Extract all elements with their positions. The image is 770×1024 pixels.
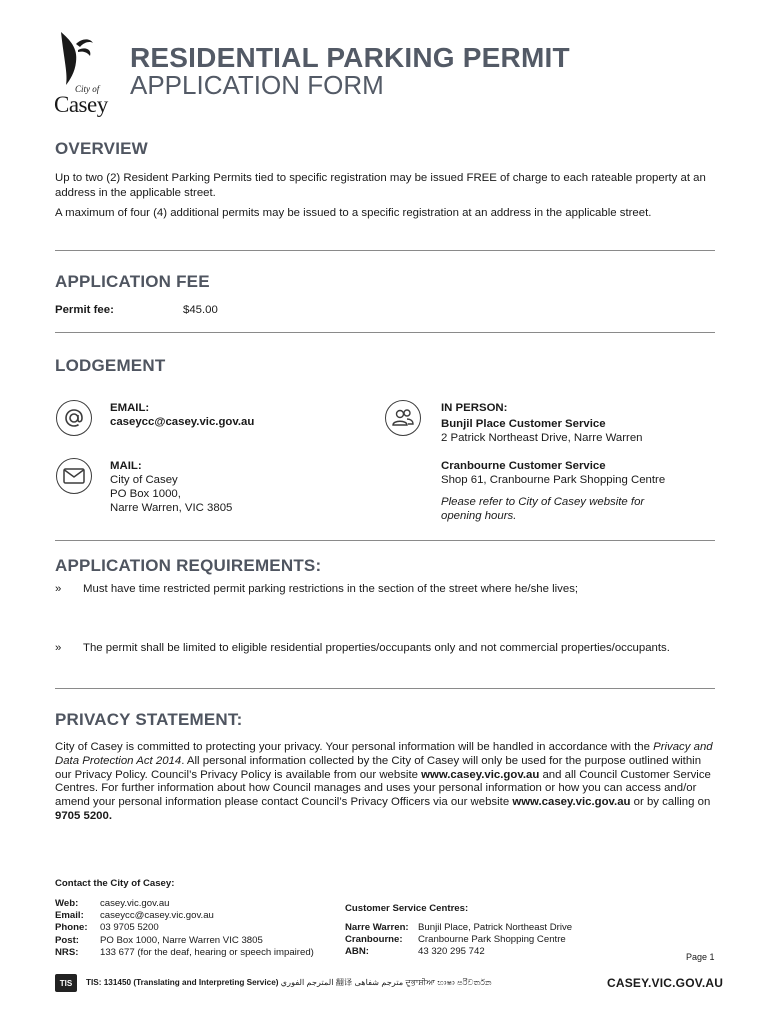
opening-hours-note-line-2: opening hours. (441, 510, 517, 522)
logo-leaf-icon (56, 30, 96, 86)
lodgement-heading: LODGEMENT (55, 356, 166, 375)
tis-text: 131450 (Translating and Interpreting Service) (101, 978, 281, 987)
contact-row (55, 935, 314, 947)
privacy-text: City of Casey is committed to protecting your privacy. Your personal information will be handled in accordance with the (55, 741, 654, 753)
page-title: RESIDENTIAL PARKING PERMIT (130, 42, 570, 73)
centre-2-name: Cranbourne Customer Service (441, 460, 606, 472)
centre-value: Cranbourne Park Shopping Centre (418, 934, 566, 946)
centre-row (345, 946, 572, 958)
footer-website[interactable]: CASEY.VIC.GOV.AU (607, 976, 724, 990)
tis-label: TIS: (86, 978, 102, 987)
contact-value: 03 9705 5200 (100, 922, 159, 934)
logo-city-of: City of (75, 84, 100, 94)
requirements-heading: APPLICATION REQUIREMENTS: (55, 556, 322, 575)
centre-key: Cranbourne: (345, 934, 403, 946)
divider (55, 332, 715, 333)
application-fee-heading: APPLICATION FEE (55, 272, 210, 291)
requirement-text-1: Must have time restricted permit parking restrictions in the section of the street where he/she lives; (83, 583, 579, 595)
centre-key: ABN: (345, 946, 369, 958)
requirement-text-2: The permit shall be limited to eligible residential properties/occupants only and not commercial properties/occupants. (83, 642, 670, 654)
contact-row (55, 910, 314, 922)
centre-2-address: Shop 61, Cranbourne Park Shopping Centre (441, 474, 666, 486)
phone-number: 9705 5200. (55, 809, 113, 822)
centre-value: Bunjil Place, Patrick Northeast Drive (418, 922, 573, 933)
contact-row (55, 898, 314, 910)
privacy-text: . All personal information collected by the City of Casey will only be used for the purpose outlined within our Privacy Policy. Council’s Privacy Policy is available from our website (55, 754, 702, 781)
contact-list (55, 898, 314, 959)
contact-row (55, 922, 314, 934)
customer-service-list (345, 922, 572, 959)
page-subtitle: APPLICATION FORM (130, 70, 384, 100)
contact-value: PO Box 1000, Narre Warren VIC 3805 (100, 934, 263, 946)
in-person-label: IN PERSON: (441, 402, 508, 414)
tis-line (86, 977, 492, 988)
centre-value: 43 320 295 742 (418, 946, 485, 958)
lodgement-email (110, 401, 254, 429)
mail-line-3: Narre Warren, VIC 3805 (110, 502, 233, 514)
contact-key: Post: (55, 934, 79, 946)
centre-key: Narre Warren: (345, 922, 409, 933)
city-of-casey-logo (54, 30, 116, 122)
privacy-heading: PRIVACY STATEMENT: (55, 710, 243, 729)
bullet: » (55, 642, 62, 654)
tis-languages: المترجم الفوري 翻译 مترجم شفاهی ਦੁਭਾਸ਼ੀਆ භාෂා පරිවර්තන (280, 978, 492, 987)
contact-key: Phone: (55, 922, 88, 934)
opening-hours-note-line-1: Please refer to City of Casey website for (441, 496, 645, 508)
permit-fee-value: $45.00 (183, 304, 218, 316)
website-link[interactable]: www.casey.vic.gov.au (512, 796, 631, 809)
centre-row (345, 922, 572, 934)
privacy-act-name: Privacy and Data Protection Act 2014 (55, 741, 713, 767)
contact-heading: Contact the City of Casey: (55, 878, 175, 889)
contact-key: Email: (55, 910, 84, 922)
overview-paragraph-2: A maximum of four (4) additional permits may be issued to a specific registration at an address in the applicable street. (55, 207, 652, 219)
email-address[interactable]: caseycc@casey.vic.gov.au (110, 416, 255, 428)
divider (55, 688, 715, 689)
contact-value: 133 677 (for the deaf, hearing or speech impaired) (100, 946, 314, 958)
privacy-text: or by calling on (630, 796, 711, 809)
lodgement-in-person (441, 401, 665, 523)
divider (55, 250, 715, 251)
contact-row (55, 947, 314, 959)
centre-1-address: 2 Patrick Northeast Drive, Narre Warren (441, 432, 643, 444)
centre-row (345, 934, 572, 946)
bullet: » (55, 583, 62, 595)
people-group-icon (385, 400, 421, 436)
logo-casey: Casey (54, 92, 108, 117)
divider (55, 540, 715, 541)
mail-line-1: City of Casey (110, 474, 178, 486)
website-link[interactable]: www.casey.vic.gov.au (421, 768, 540, 781)
at-sign-icon (56, 400, 92, 436)
centre-1-name: Bunjil Place Customer Service (441, 418, 606, 430)
overview-paragraph-1: Up to two (2) Resident Parking Permits tied to specific registration may be issued FREE of charge to each rateable property at an address in the applicable street. (55, 172, 706, 199)
contact-key: NRS: (55, 946, 79, 958)
page-number: Page 1 (686, 952, 715, 962)
privacy-paragraph (55, 741, 715, 824)
contact-value[interactable]: caseycc@casey.vic.gov.au (100, 910, 214, 922)
mail-envelope-icon (56, 458, 92, 494)
email-label: EMAIL: (110, 402, 150, 414)
privacy-text: and all Council Customer Service Centres. For further information about how Council manages and uses your personal information or how you can access and/or amend your personal information please contact Council’s Privacy Officers via our website (55, 768, 711, 809)
lodgement-mail (110, 459, 232, 515)
customer-service-heading: Customer Service Centres: (345, 903, 469, 914)
permit-fee-label: Permit fee: (55, 304, 114, 316)
overview-heading: OVERVIEW (55, 139, 148, 158)
interpreter-service-icon: TIS (55, 974, 77, 992)
mail-label: MAIL: (110, 460, 142, 472)
mail-line-2: PO Box 1000, (110, 488, 181, 500)
contact-value[interactable]: casey.vic.gov.au (100, 898, 170, 909)
contact-key: Web: (55, 898, 79, 909)
